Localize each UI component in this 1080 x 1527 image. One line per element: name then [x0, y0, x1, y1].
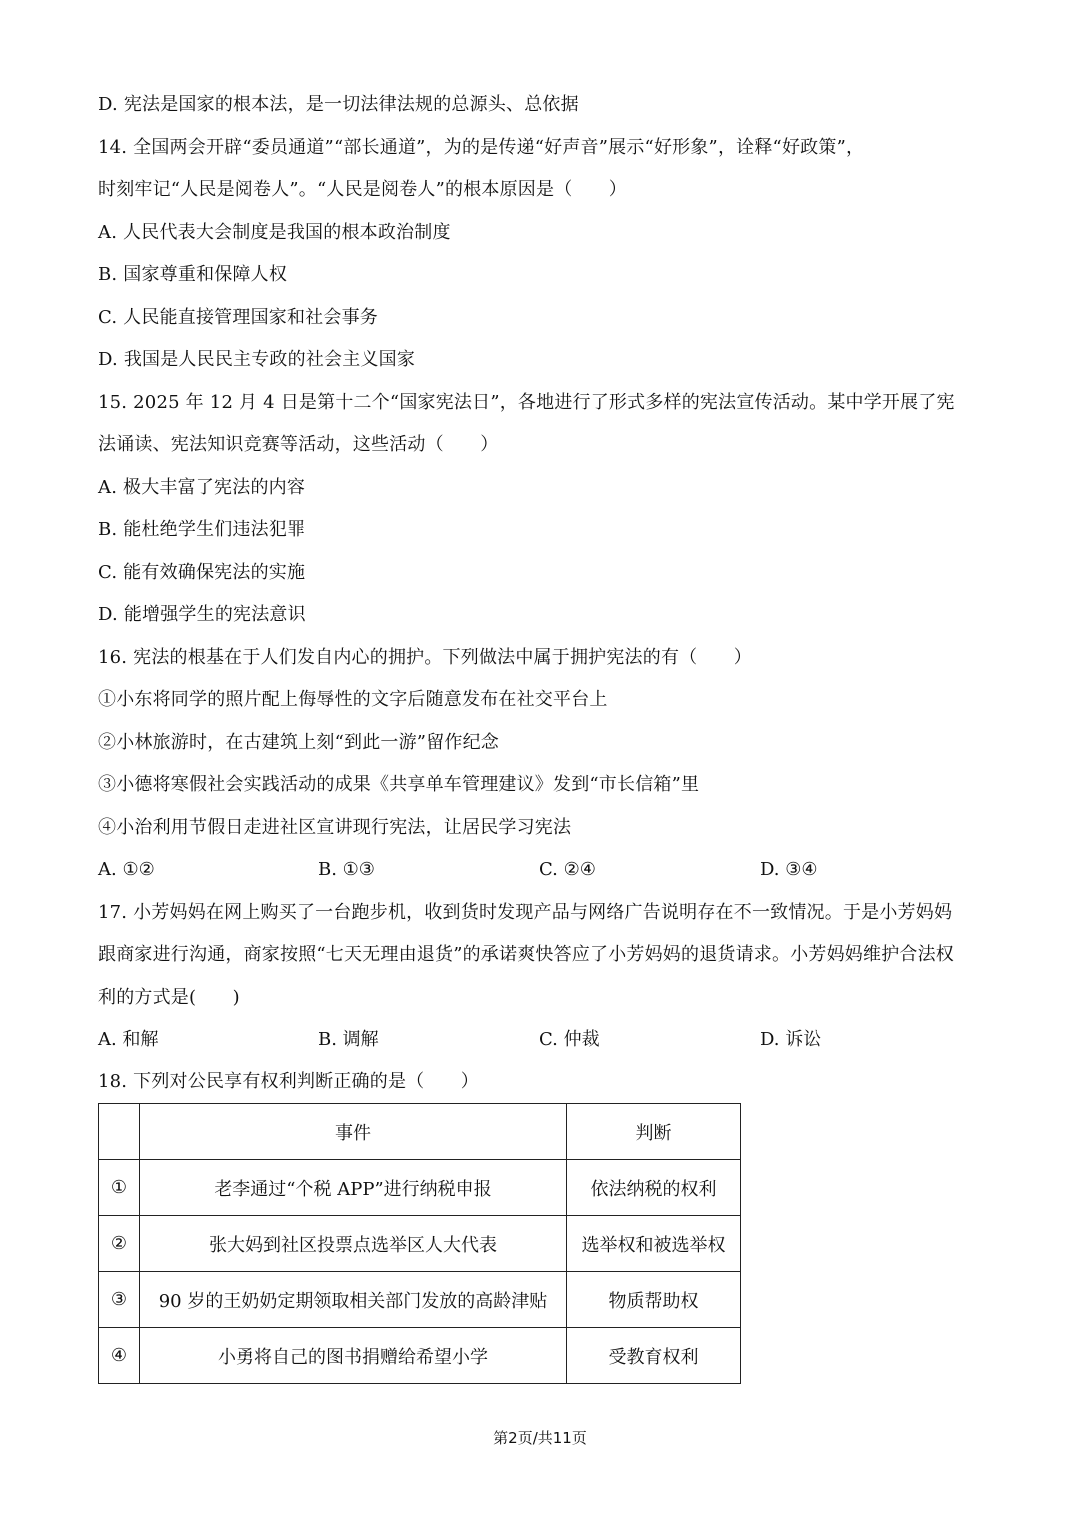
- q15-option-b: B. 能杜绝学生们违法犯罪: [98, 519, 306, 540]
- q17-stem-line3: 利的方式是( ): [98, 987, 240, 1008]
- q14-option-d: D. 我国是人民民主专政的社会主义国家: [98, 349, 416, 370]
- q15-stem-line2: 法诵读、宪法知识竞赛等活动，这些活动（ ）: [98, 434, 499, 455]
- q15-option-d: D. 能增强学生的宪法意识: [98, 604, 306, 625]
- q17-option-a: A. 和解: [98, 1029, 159, 1050]
- q14-option-a: A. 人民代表大会制度是我国的根本政治制度: [98, 222, 451, 243]
- row-num-cell: ③: [99, 1272, 140, 1328]
- table-row: [99, 1272, 741, 1328]
- q16-item-4: ④小治利用节假日走进社区宣讲现行宪法，让居民学习宪法: [98, 817, 572, 838]
- table-row: [99, 1216, 741, 1272]
- q15-stem-line1: 15. 2025 年 12 月 4 日是第十二个“国家宪法日”，各地进行了形式多样的宪法宣传活动。某中学开展了宪: [98, 392, 955, 413]
- q16-option-b: B. ①③: [318, 859, 375, 880]
- header-judgment-cell: 判断: [567, 1104, 741, 1160]
- header-num-cell: [99, 1104, 140, 1160]
- q16-option-d: D. ③④: [760, 859, 818, 880]
- table-header-row: [99, 1104, 741, 1160]
- q14-stem-line1: 14. 全国两会开辟“委员通道”“部长通道”，为的是传递“好声音”展示“好形象”，诠释“好政策”，: [98, 137, 865, 158]
- row-event-cell: 老李通过“个税 APP”进行纳税申报: [140, 1160, 567, 1216]
- row-num-cell: ④: [99, 1328, 140, 1384]
- q13-option-d: D. 宪法是国家的根本法，是一切法律法规的总源头、总依据: [98, 94, 579, 115]
- q16-option-c: C. ②④: [539, 859, 596, 880]
- q17-option-d: D. 诉讼: [760, 1029, 822, 1050]
- table-row: [99, 1328, 741, 1384]
- row-event-cell: 90 岁的王奶奶定期领取相关部门发放的高龄津贴: [140, 1272, 567, 1328]
- rights-judgment-table: [98, 1103, 741, 1384]
- q14-option-c: C. 人民能直接管理国家和社会事务: [98, 307, 378, 328]
- row-num-cell: ①: [99, 1160, 140, 1216]
- row-event-cell: 小勇将自己的图书捐赠给希望小学: [140, 1328, 567, 1384]
- q16-stem: 16. 宪法的根基在于人们发自内心的拥护。下列做法中属于拥护宪法的有（ ）: [98, 647, 752, 668]
- q16-item-1: ①小东将同学的照片配上侮辱性的文字后随意发布在社交平台上: [98, 689, 608, 710]
- row-num-cell: ②: [99, 1216, 140, 1272]
- q17-stem-line1: 17. 小芳妈妈在网上购买了一台跑步机，收到货时发现产品与网络广告说明存在不一致情况。于是小芳妈妈: [98, 902, 953, 923]
- row-judgment-cell: 依法纳税的权利: [567, 1160, 741, 1216]
- page-number-footer: 第2页/共11页: [493, 1429, 587, 1447]
- q16-item-3: ③小德将寒假社会实践活动的成果《共享单车管理建议》发到“市长信箱”里: [98, 774, 700, 795]
- q18-stem: 18. 下列对公民享有权利判断正确的是（ ）: [98, 1071, 479, 1092]
- header-event-cell: 事件: [140, 1104, 567, 1160]
- table-row: [99, 1160, 741, 1216]
- q15-option-c: C. 能有效确保宪法的实施: [98, 562, 306, 583]
- row-event-cell: 张大妈到社区投票点选举区人大代表: [140, 1216, 567, 1272]
- q16-item-2: ②小林旅游时，在古建筑上刻“到此一游”留作纪念: [98, 732, 500, 753]
- q14-option-b: B. 国家尊重和保障人权: [98, 264, 288, 285]
- q15-option-a: A. 极大丰富了宪法的内容: [98, 477, 306, 498]
- q16-option-a: A. ①②: [98, 859, 155, 880]
- q17-option-c: C. 仲裁: [539, 1029, 600, 1050]
- q17-option-b: B. 调解: [318, 1029, 379, 1050]
- row-judgment-cell: 受教育权利: [567, 1328, 741, 1384]
- row-judgment-cell: 物质帮助权: [567, 1272, 741, 1328]
- q17-stem-line2: 跟商家进行沟通，商家按照“七天无理由退货”的承诺爽快答应了小芳妈妈的退货请求。小芳妈妈维护合法权: [98, 944, 954, 965]
- q14-stem-line2: 时刻牢记“人民是阅卷人”。“人民是阅卷人”的根本原因是（ ）: [98, 179, 628, 200]
- row-judgment-cell: 选举权和被选举权: [567, 1216, 741, 1272]
